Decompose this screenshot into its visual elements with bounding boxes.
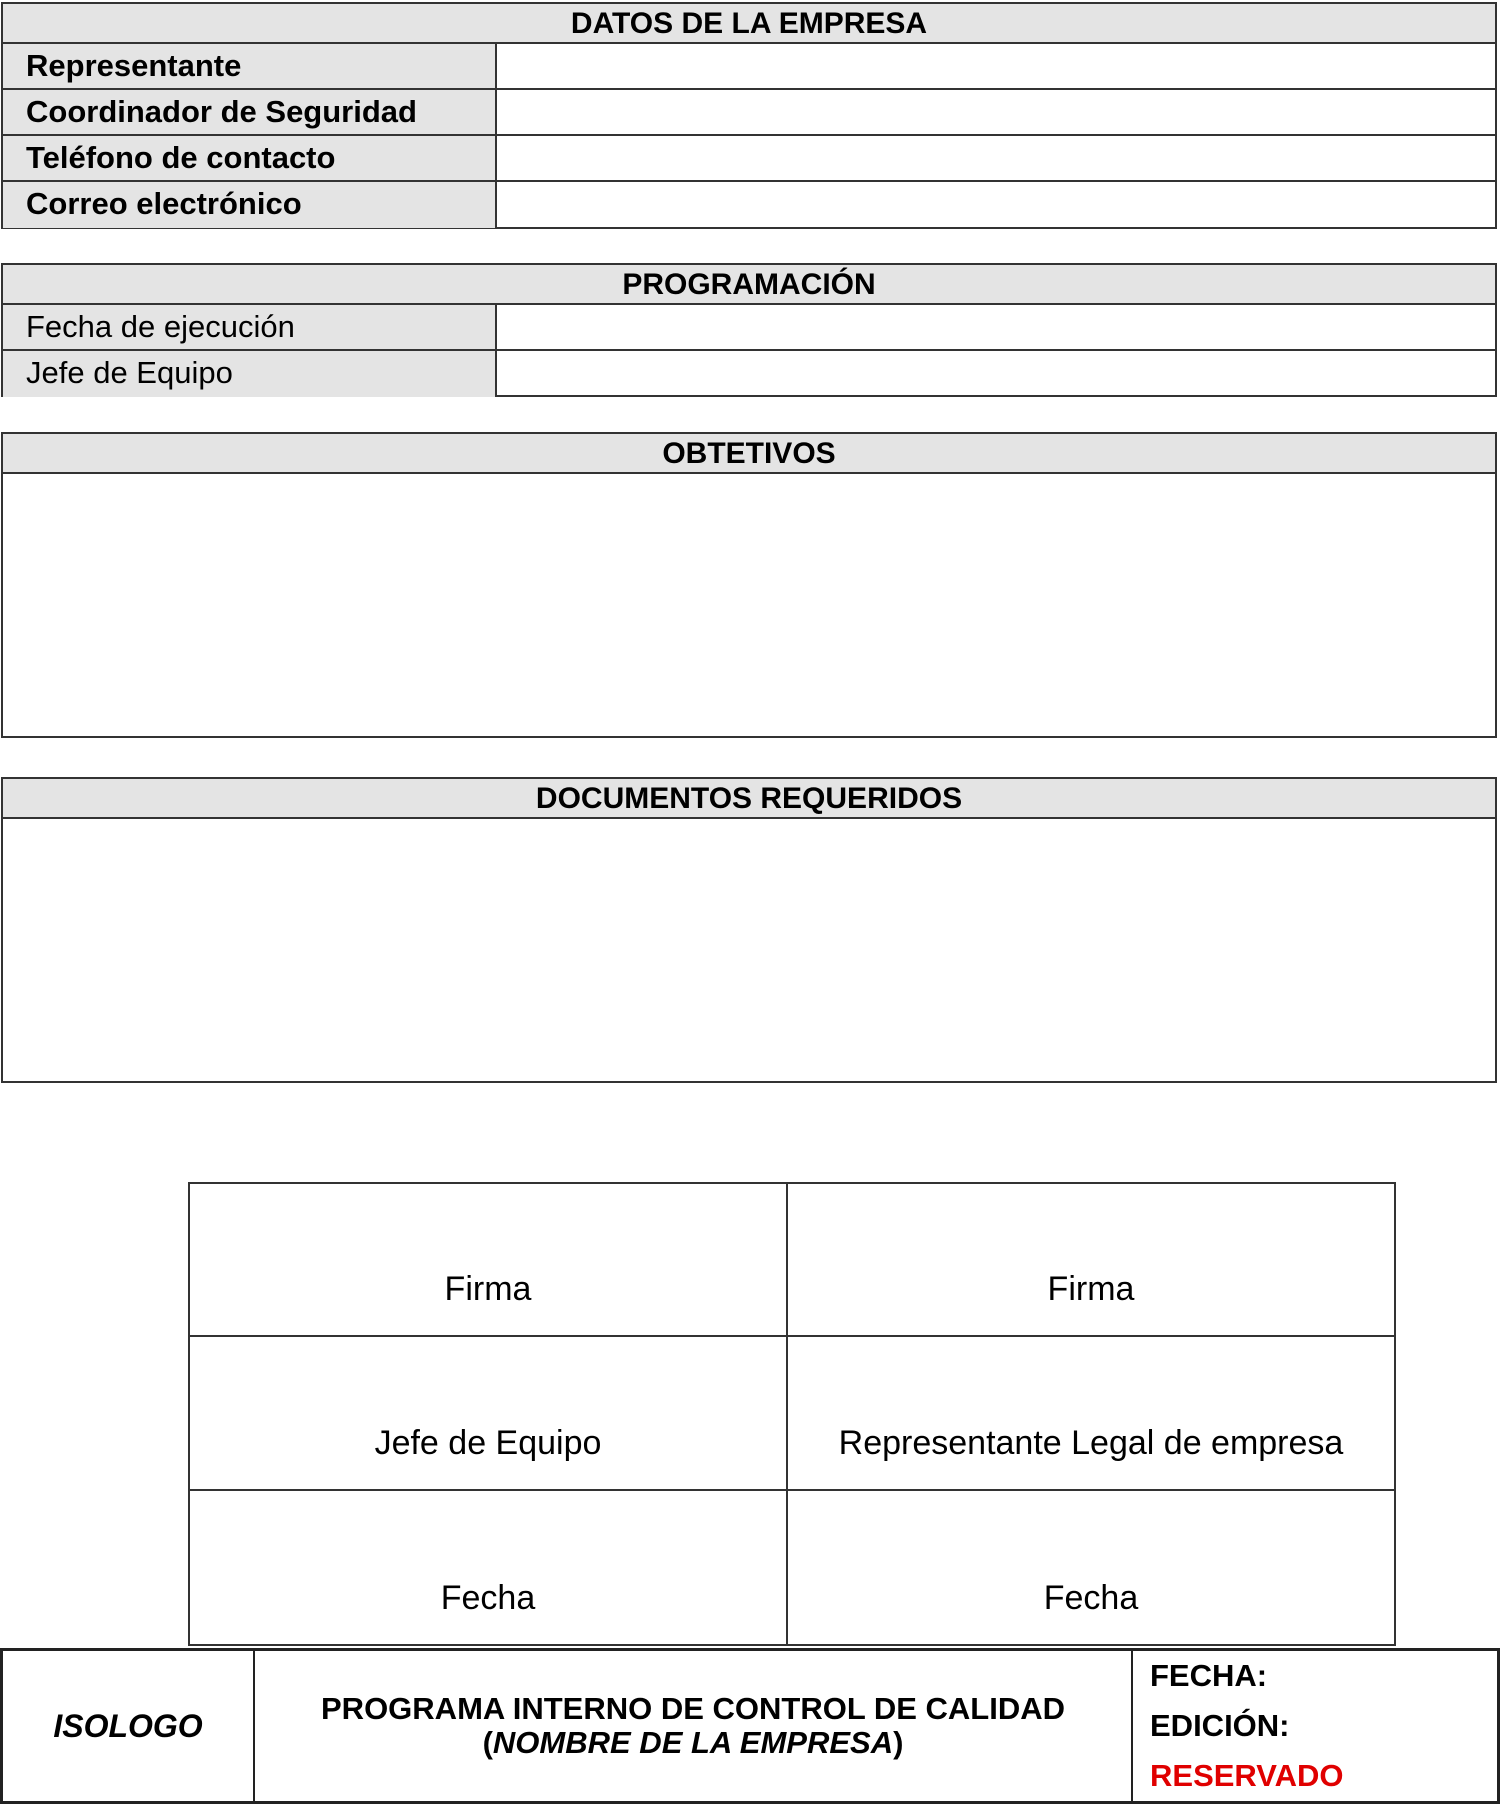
fecha-label: FECHA:: [1150, 1658, 1268, 1693]
field-label: Teléfono de contacto: [3, 136, 497, 180]
field-label: Coordinador de Seguridad: [3, 90, 497, 134]
jefe-equipo-field[interactable]: [497, 351, 1495, 397]
signature-cell[interactable]: Fecha: [1043, 1578, 1139, 1617]
coordinador-field[interactable]: [497, 90, 1495, 134]
program-title: PROGRAMA INTERNO DE CONTROL DE CALIDAD: [321, 1691, 1065, 1726]
field-label: Correo electrónico: [3, 182, 497, 228]
documentos-section: [1, 777, 1497, 1083]
field-label: Fecha de ejecución: [3, 305, 497, 349]
section-header: DOCUMENTOS REQUERIDOS: [3, 779, 1495, 819]
footer: [0, 1648, 1500, 1804]
document-title: [255, 1651, 1133, 1801]
document-meta: [1133, 1651, 1497, 1801]
objetivos-field[interactable]: [3, 474, 1495, 734]
signature-cell[interactable]: Fecha: [190, 1491, 788, 1644]
company-name-line: [483, 1726, 904, 1760]
field-label: Representante: [3, 44, 497, 88]
section-header: PROGRAMACIÓN: [3, 265, 1495, 305]
paren: (: [482, 1725, 493, 1760]
programacion-table: [1, 263, 1497, 397]
section-header: DATOS DE LA EMPRESA: [3, 4, 1495, 44]
objetivos-section: [1, 432, 1497, 738]
company-data-table: [1, 2, 1497, 229]
reservado-label: RESERVADO: [1150, 1758, 1344, 1793]
signature-table: [188, 1182, 1396, 1646]
fecha-ejecucion-field[interactable]: [497, 305, 1495, 349]
edicion-label: EDICIÓN:: [1150, 1708, 1290, 1743]
telefono-field[interactable]: [497, 136, 1495, 180]
documentos-field[interactable]: [3, 819, 1495, 1079]
logo-placeholder: ISOLOGO: [3, 1651, 255, 1801]
signature-cell[interactable]: Firma: [190, 1184, 788, 1337]
signature-cell[interactable]: Firma: [788, 1184, 1394, 1337]
signature-cell: Representante Legal de empresa: [788, 1337, 1394, 1490]
correo-field[interactable]: [497, 182, 1495, 228]
field-label: Jefe de Equipo: [3, 351, 497, 397]
company-name: NOMBRE DE LA EMPRESA: [492, 1725, 894, 1760]
section-header: OBTETIVOS: [3, 434, 1495, 474]
signature-cell: Jefe de Equipo: [190, 1337, 788, 1490]
representante-field[interactable]: [497, 44, 1495, 88]
paren: ): [893, 1725, 904, 1760]
